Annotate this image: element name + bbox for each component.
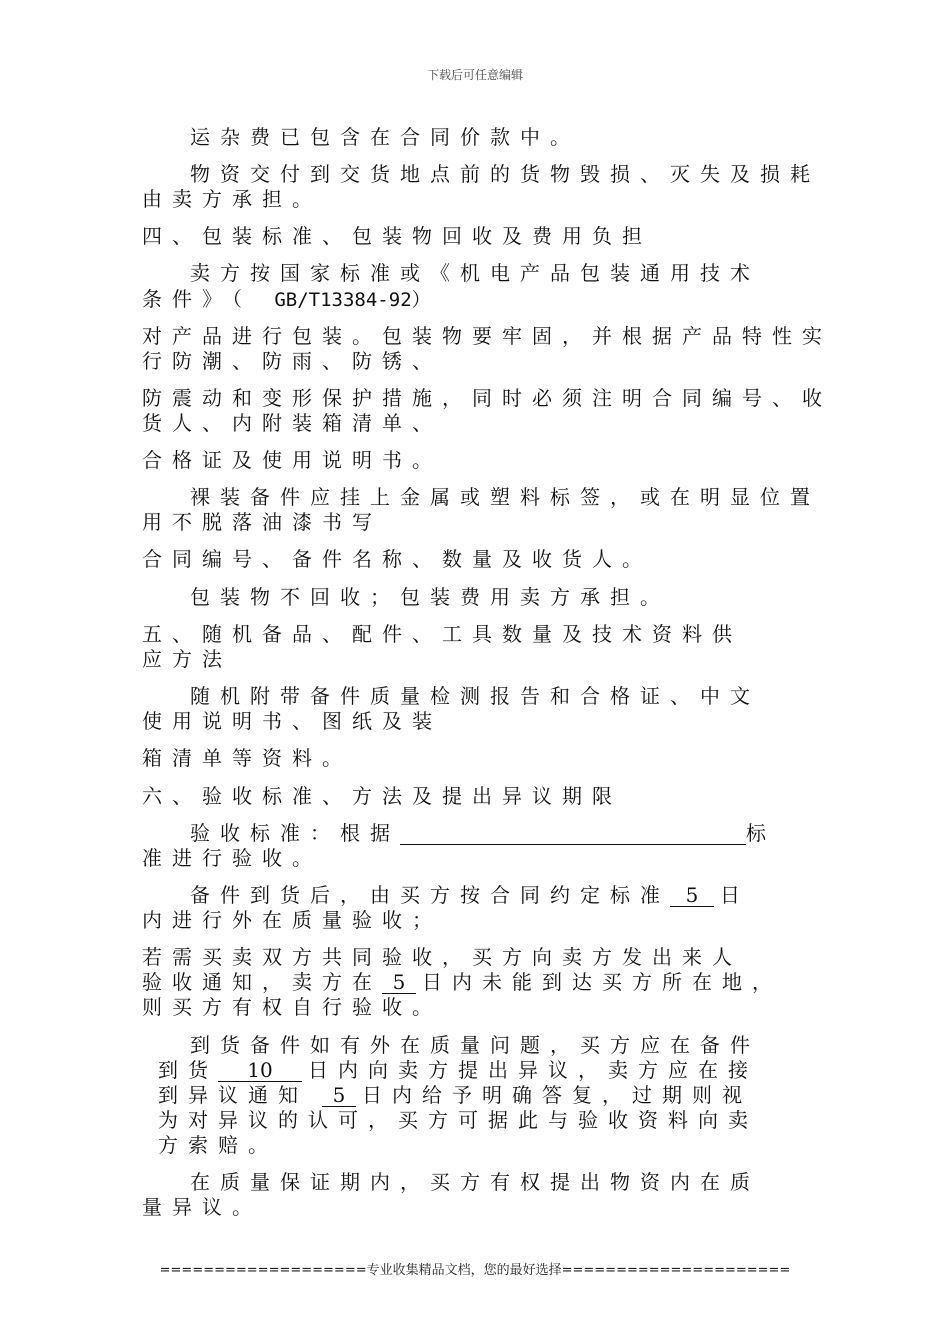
text-line: 若需买卖双方共同验收，买方向卖方发出来人 <box>142 945 742 969</box>
text-line: 合格证及使用说明书。 <box>142 448 442 472</box>
text-line: 裸装备件应挂上金属或塑料标签，或在明显位置 <box>190 485 820 509</box>
text-line: 防震动和变形保护措施，同时必须注明合同编号、收 <box>142 386 832 410</box>
text-line: 随机附带备件质量检测报告和合格证、中文 <box>190 684 760 708</box>
text-line: 内进行外在质量验收； <box>142 908 442 932</box>
text-line <box>142 287 431 312</box>
text-fragment: 到异议通知 <box>158 1083 308 1107</box>
blank-field <box>400 822 746 845</box>
text-line: 应方法 <box>142 647 232 671</box>
section-heading-4: 四、包装标准、包装物回收及费用负担 <box>142 224 652 248</box>
text-line: 方索赔。 <box>158 1133 278 1157</box>
text-line: 对产品进行包装。包装物要牢固，并根据产品特性实 <box>142 324 832 348</box>
text-fragment: 日内未能到达买方所在地， <box>422 970 782 994</box>
text-line: 到货备件如有外在质量问题，买方应在备件 <box>190 1033 760 1057</box>
blank-field: 10 <box>218 1059 302 1082</box>
text-line <box>158 1083 752 1107</box>
text-line <box>142 970 782 994</box>
standard-code: GB/T13384-92） <box>274 289 431 311</box>
text-line: 运杂费已包含在合同价款中。 <box>190 125 580 149</box>
text-line: 在质量保证期内，买方有权提出物资内在质 <box>190 1170 760 1194</box>
text-line: 包装物不回收；包装费用卖方承担。 <box>190 585 670 609</box>
blank-field: 5 <box>382 971 416 994</box>
text-fragment: 标 <box>746 821 776 845</box>
blank-field: 5 <box>670 884 714 907</box>
text-line: 行防潮、防雨、防锈、 <box>142 349 442 373</box>
text-fragment: 验收通知，卖方在 <box>142 970 382 994</box>
text-line: 使用说明书、图纸及装 <box>142 709 442 733</box>
text-line: 为对异议的认可，买方可据此与验收资料向卖 <box>158 1108 758 1132</box>
text-fragment: 到货 <box>158 1058 218 1082</box>
section-heading-6: 六、验收标准、方法及提出异议期限 <box>142 784 622 808</box>
text-fragment: 日内向卖方提出异议，卖方应在接 <box>308 1058 758 1082</box>
text-line: 物资交付到交货地点前的货物毁损、灭失及损耗 <box>190 162 820 186</box>
blank-field: 5 <box>322 1084 356 1107</box>
page-footer: ===================专业收集精品文档，您的最好选择===================== <box>159 1263 791 1278</box>
text-line: 合同编号、备件名称、数量及收货人。 <box>142 547 652 571</box>
text-line: 则买方有权自行验收。 <box>142 995 442 1019</box>
text-fragment: 日 <box>720 883 750 907</box>
text-fragment: 验收标准：根据 <box>190 821 400 845</box>
text-line: 用不脱落油漆书写 <box>142 510 382 534</box>
text-line: 箱清单等资料。 <box>142 746 352 770</box>
text-line <box>190 821 776 845</box>
section-heading-5: 五、随机备品、配件、工具数量及技术资料供 <box>142 622 742 646</box>
text-fragment: 备件到货后，由买方按合同约定标准 <box>190 883 670 907</box>
text-line: 准进行验收。 <box>142 846 322 870</box>
text-fragment: 条件》（ <box>142 287 252 311</box>
text-line <box>158 1058 758 1082</box>
text-line: 量异议。 <box>142 1195 262 1219</box>
text-fragment: 日内给予明确答复，过期则视 <box>362 1083 752 1107</box>
text-line: 货人、内附装箱清单、 <box>142 411 442 435</box>
page-header: 下载后可任意编辑 <box>426 68 523 82</box>
text-line: 卖方按国家标准或《机电产品包装通用技术 <box>190 261 760 285</box>
text-line <box>190 883 750 907</box>
text-line: 由卖方承担。 <box>142 187 322 211</box>
